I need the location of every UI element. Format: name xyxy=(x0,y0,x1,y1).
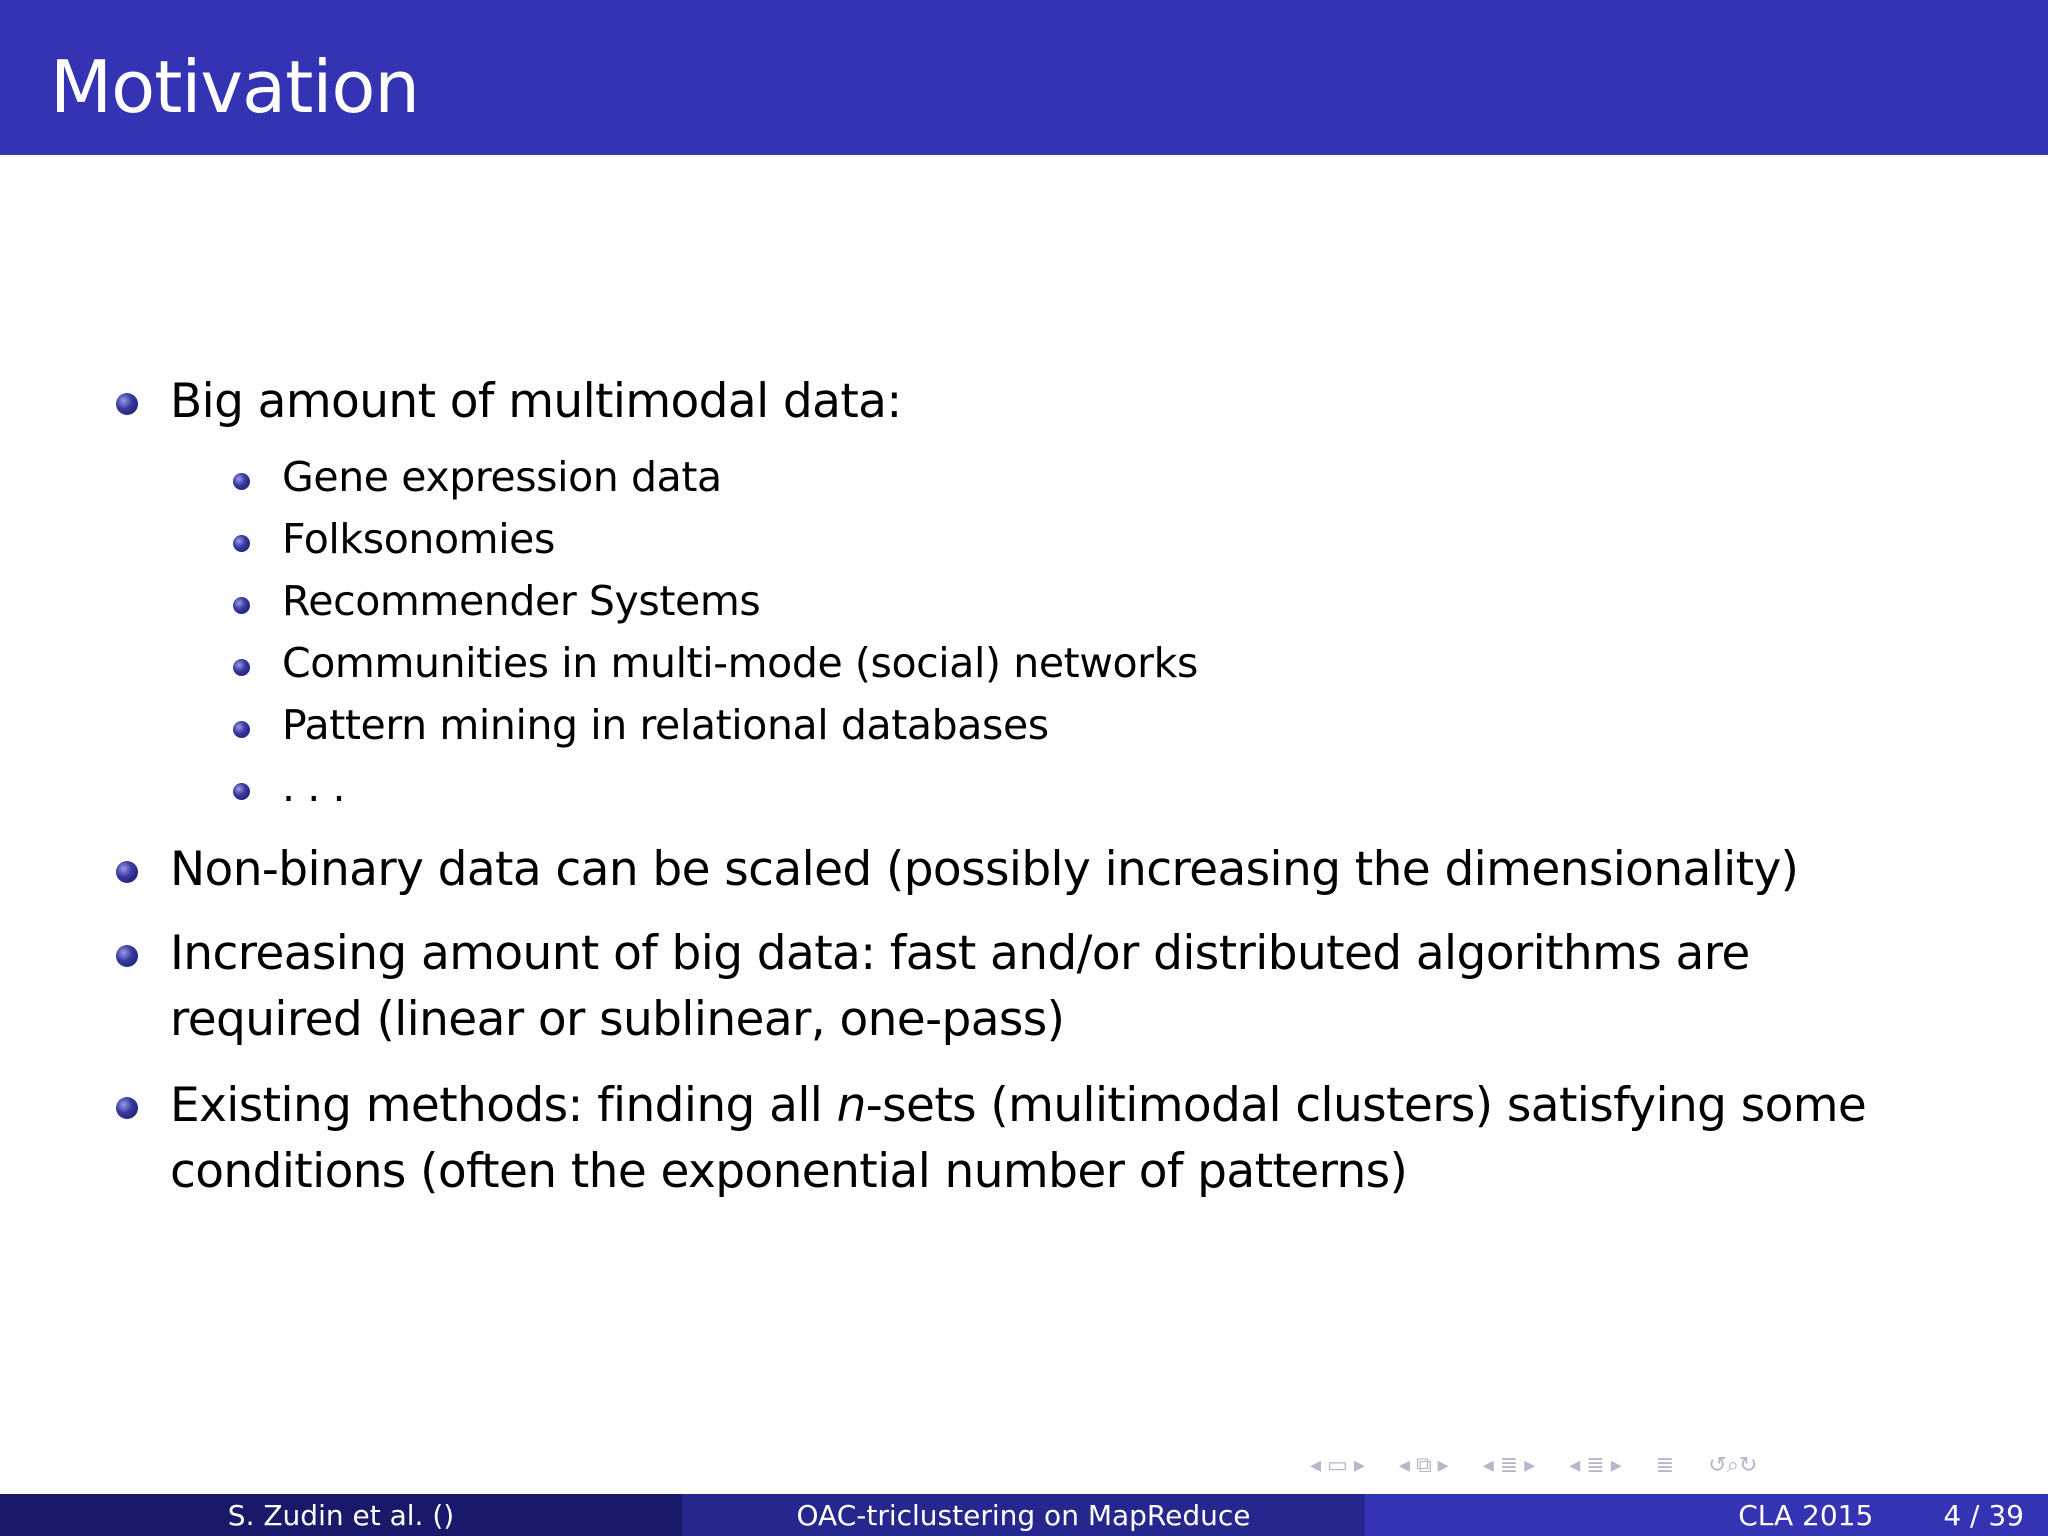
footer-title: OAC-triclustering on MapReduce xyxy=(682,1494,1365,1536)
section-icon[interactable]: ≣ xyxy=(1499,1452,1519,1478)
nav-right-arrow-icon[interactable]: ▸ xyxy=(1524,1452,1536,1478)
sub-bullet-icon xyxy=(233,535,250,552)
sub-bullet-icon xyxy=(233,721,250,738)
sub-bullet-item: Gene expression data xyxy=(282,453,722,501)
nav-left-arrow-icon[interactable]: ◂ xyxy=(1398,1452,1410,1478)
nav-right-arrow-icon[interactable]: ▸ xyxy=(1437,1452,1449,1478)
sub-bullet-icon xyxy=(233,659,250,676)
nav-right-arrow-icon[interactable]: ▸ xyxy=(1610,1452,1622,1478)
bullet-icon xyxy=(116,1097,138,1119)
bullet-icon xyxy=(116,861,138,883)
bullet-text: -sets (mulitimodal clusters) satisfying some xyxy=(865,1078,1867,1133)
nav-right-arrow-icon[interactable]: ▸ xyxy=(1353,1452,1365,1478)
bullet-item: Non-binary data can be scaled (possibly increasing the dimensionality) xyxy=(170,842,1799,897)
sub-bullet-item: . . . xyxy=(282,763,346,811)
align-icon[interactable]: ≣ xyxy=(1655,1452,1675,1478)
footer-right xyxy=(1365,1494,2048,1536)
nav-left-arrow-icon[interactable]: ◂ xyxy=(1482,1452,1494,1478)
math-variable: n xyxy=(836,1078,866,1133)
bullet-item-continuation: conditions (often the exponential number of patterns) xyxy=(170,1144,1408,1199)
footer-authors: S. Zudin et al. () xyxy=(0,1494,682,1536)
subsection-icon[interactable]: ⧉ xyxy=(1415,1452,1432,1478)
bullet-item-continuation: required (linear or sublinear, one-pass) xyxy=(170,992,1065,1047)
sub-bullet-item: Folksonomies xyxy=(282,515,555,563)
section-icon[interactable]: ≣ xyxy=(1586,1452,1605,1478)
bullet-icon xyxy=(116,393,138,415)
bullet-item: Big amount of multimodal data: xyxy=(170,374,902,429)
bullet-item xyxy=(170,1072,1866,1139)
navigation-bar xyxy=(1310,1448,2030,1482)
nav-left-arrow-icon[interactable]: ◂ xyxy=(1569,1452,1581,1478)
frame-icon[interactable]: ▭ xyxy=(1327,1452,1348,1478)
bullet-icon xyxy=(116,945,138,967)
search-icon[interactable]: ↺⌕↻ xyxy=(1708,1452,1758,1478)
sub-bullet-icon xyxy=(233,783,250,800)
bullet-item: Increasing amount of big data: fast and/or distributed algorithms are xyxy=(170,926,1750,981)
footer-conference: CLA 2015 xyxy=(1738,1498,1874,1532)
slide-header xyxy=(0,0,2048,155)
sub-bullet-icon xyxy=(233,597,250,614)
page-number: 4 / 39 xyxy=(1943,1498,2024,1532)
nav-left-arrow-icon[interactable]: ◂ xyxy=(1310,1452,1322,1478)
sub-bullet-item: Communities in multi-mode (social) networks xyxy=(282,639,1198,687)
sub-bullet-icon xyxy=(233,473,250,490)
bullet-text: Existing methods: finding all xyxy=(170,1078,837,1133)
slide-title: Motivation xyxy=(50,45,420,129)
slide-footer xyxy=(0,1494,2048,1536)
sub-bullet-item: Recommender Systems xyxy=(282,577,761,625)
sub-bullet-item: Pattern mining in relational databases xyxy=(282,701,1049,749)
